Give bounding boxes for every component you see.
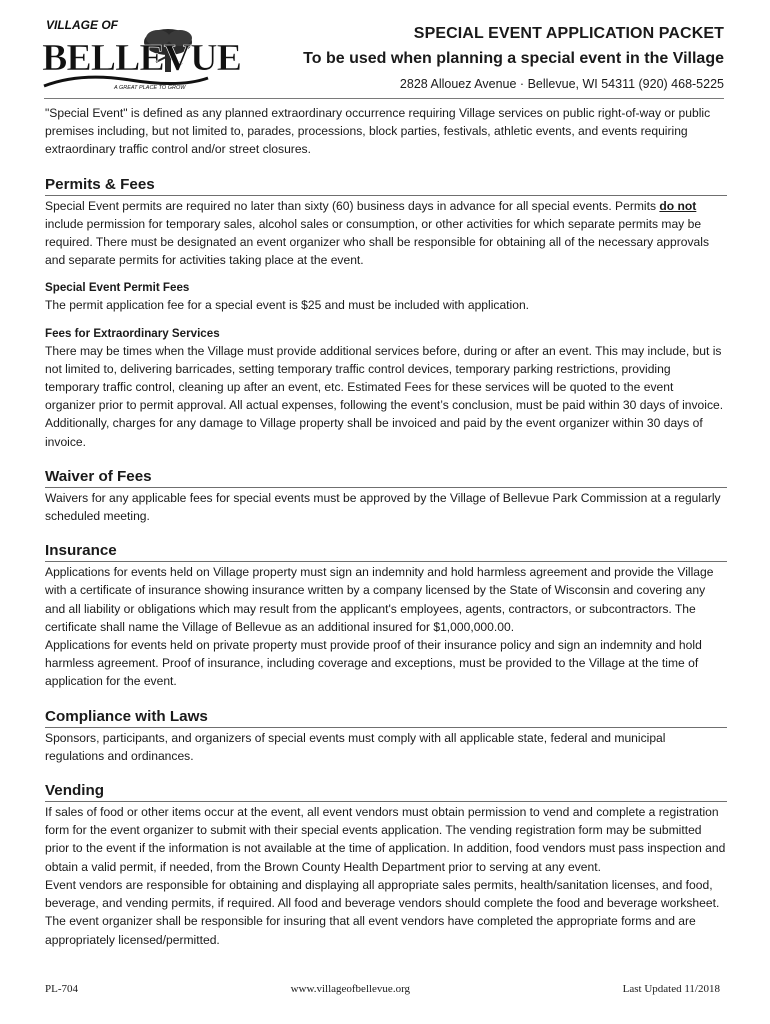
vending-paragraph-registration: If sales of food or other items occur at the event, all event vendors must obtain permission to vend and complete a registration form for the event organizer to submit with their special events application. The vending registration form may be submitted prior to the event if the information is not available at the time of application. In addition, food vendors must pass inspection and obtain a valid permit, if needed, from the Brown County Health Department prior to serving at any event. xyxy=(45,805,726,874)
section-heading: Permits & Fees xyxy=(45,175,155,193)
section-divider xyxy=(45,561,727,562)
insurance-paragraph-private: Applications for events held on private property must provide proof of their insurance policy and sign an indemnity and hold harmless agreement. Proof of insurance, including coverage and exceptions, must be provided to the Village at the time of application for the event. xyxy=(45,638,702,689)
section-permits-fees xyxy=(45,176,727,451)
section-heading: Vending xyxy=(45,782,105,800)
insurance-paragraph-village: Applications for events held on Village property must sign an indemnity and hold harmless agreement and provide the Village with a certificate of insurance showing insurance written by a company licensed by the State of Wisconsin and covering any and all liability or obligations which may result from the applicant's employees, agents, contractors, or subcontractors. The certificate shall name the Village of Bellevue as an additional insured for $1,000,000.00. xyxy=(45,565,714,634)
document-body xyxy=(45,102,727,949)
document-subtitle: To be used when planning a special event in the Village xyxy=(303,50,724,67)
section-heading: Insurance xyxy=(45,542,117,560)
document-header xyxy=(204,24,724,92)
village-logo xyxy=(40,16,241,96)
waiver-paragraph: Waivers for any applicable fees for special events must be approved by the Village of Bellevue Park Commission at a regularly scheduled meeting. xyxy=(45,490,721,524)
section-heading: Waiver of Fees xyxy=(45,467,152,485)
last-updated: Last Updated 11/2018 xyxy=(622,983,720,995)
section-divider xyxy=(45,487,727,488)
section-divider xyxy=(45,195,727,196)
vending-paragraph-permits: Event vendors are responsible for obtaining and displaying all appropriate sales permits, health/sanitation licenses, and food, beverage, and vending permits, if required. All food and beverage vendors should complete the food and beverage worksheet. The event organizer shall be responsible for insuring that all event vendors have completed the appropriate forms and are appropriately licensed/permitted. xyxy=(45,877,720,947)
subsection-heading: Special Event Permit Fees xyxy=(45,281,190,295)
intro-paragraph: "Special Event" is defined as any planned extraordinary occurrence requiring Village services on public right-of-way or public premises including, but not limited to, parades, processions, block parties, festivals, athletic events, and events requiring extraordinary traffic control and/or street closures. xyxy=(45,106,711,157)
logo-tagline: A GREAT PLACE TO GROW xyxy=(114,85,186,91)
section-vending xyxy=(45,782,727,949)
permit-fees-paragraph: The permit application fee for a special event is $25 and must be included with application. xyxy=(45,298,530,313)
logo-top-text: VILLAGE OF xyxy=(46,18,118,32)
form-code: PL-704 xyxy=(45,983,78,995)
subsection-heading: Fees for Extraordinary Services xyxy=(45,326,220,340)
section-divider xyxy=(45,801,727,802)
permits-paragraph: Special Event permits are required no later than sixty (60) business days in advance for all special events. Permits do not include permission for temporary sales, alcohol sales or consumption, or other activities for which separate permits may be required. There must be designated an event organizer who shall be responsible for obtaining all of the necessary approvals and separate permits for activities taking place at the event. xyxy=(45,198,709,268)
village-address: 2828 Allouez Avenue · Bellevue, WI 54311 (920) 468-5225 xyxy=(399,77,724,91)
emphasis-do-not: do not xyxy=(659,198,697,213)
subsection-permit-fees xyxy=(45,279,727,314)
document-title: SPECIAL EVENT APPLICATION PACKET xyxy=(413,25,724,42)
extraordinary-fees-paragraph: There may be times when the Village must provide additional services before, during or after an event. This may include, but is not limited to, delivering barricades, setting temporary traffic control devices, temporary parking restrictions, providing temporary traffic control, cleaning up after an event, etc. Estimated Fees for these services will be quoted to the event organizer prior to permit approval. All actual expenses, following the event’s conclusion, must be paid within 30 days of invoice. Additionally, charges for any damage to Village property shall be invoiced and paid by the event organizer within 30 days of invoice. xyxy=(45,343,724,449)
compliance-paragraph: Sponsors, participants, and organizers of special events must comply with all applicable state, federal and municipal regulations and ordinances. xyxy=(45,730,666,763)
section-heading: Compliance with Laws xyxy=(45,707,208,725)
bellevue-logo-graphic xyxy=(40,16,241,96)
section-compliance xyxy=(45,708,727,765)
section-waiver-of-fees xyxy=(45,468,727,525)
section-insurance xyxy=(45,542,727,690)
section-divider xyxy=(45,727,727,728)
logo-name: BELLEVUE xyxy=(42,37,241,79)
document-footer xyxy=(45,983,720,995)
header-divider xyxy=(44,98,724,99)
subsection-extraordinary-fees xyxy=(45,325,727,451)
website-link[interactable]: www.villageofbellevue.org xyxy=(290,983,411,995)
